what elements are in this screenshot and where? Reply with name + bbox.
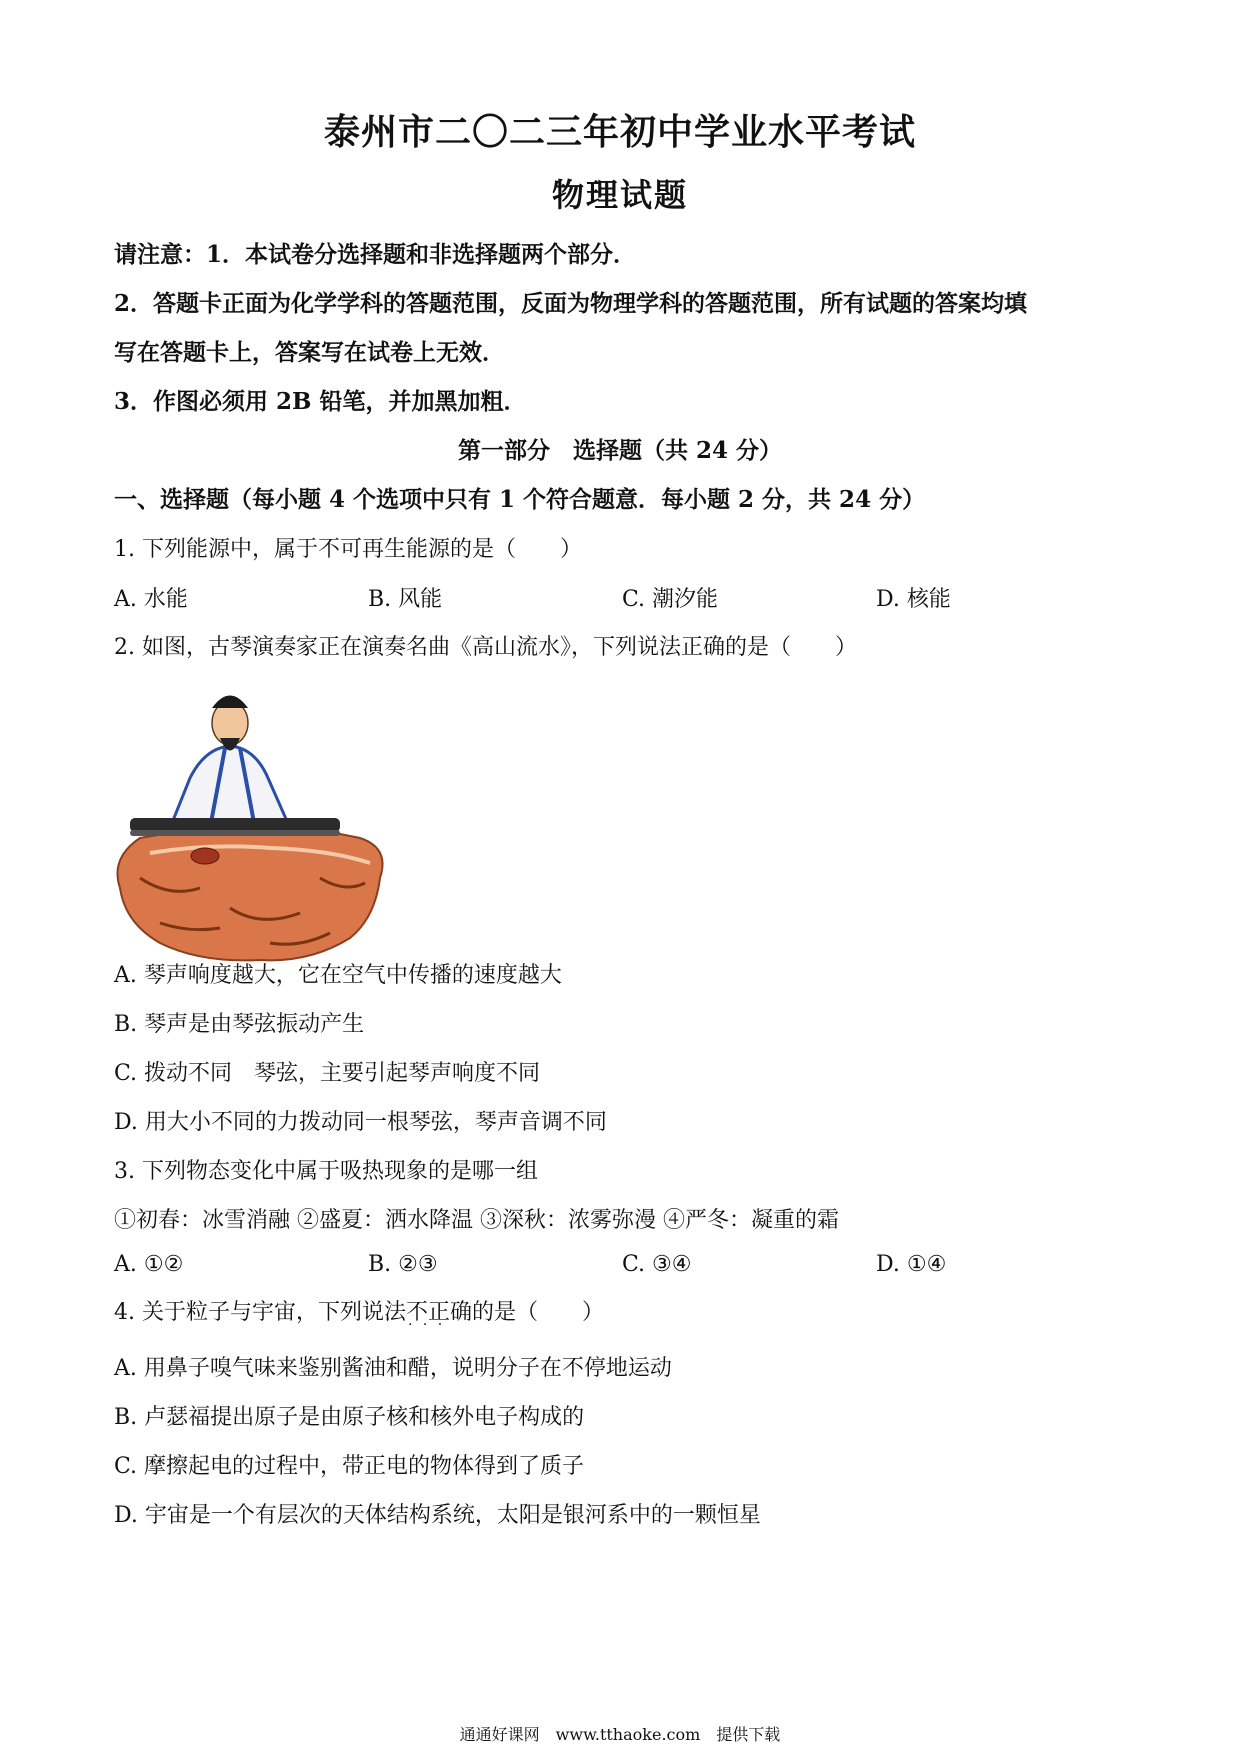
question-3-stem: 3. 下列物态变化中属于吸热现象的是哪一组 <box>114 1159 538 1184</box>
q4-option-b: B. 卢瑟福提出原子是由原子核和核外电子构成的 <box>114 1405 585 1430</box>
question-1-stem: 1. 下列能源中，属于不可再生能源的是（ ） <box>114 537 582 562</box>
q4-option-a: A. 用鼻子嗅气味来鉴别酱油和醋，说明分子在不停地运动 <box>114 1356 672 1381</box>
part1-heading: 第一部分 选择题（共 24 分） <box>457 437 783 464</box>
q4-stem-emphasis: 不正确 · · · <box>406 1295 472 1326</box>
page-footer: 通通好课网 www.tthaoke.com 提供下载 <box>459 1725 781 1744</box>
note-2: 2．答题卡正面为化学学科的答题范围，反面为物理学科的答题范围，所有试题的答案均填 <box>114 290 1028 317</box>
q1-option-a: A. 水能 <box>114 587 188 612</box>
exam-subtitle: 物理试题 <box>551 176 688 214</box>
q3-option-d: D. ①④ <box>876 1252 947 1277</box>
note-1: 请注意：1．本试卷分选择题和非选择题两个部分． <box>114 241 637 268</box>
note-3: 3．作图必须用 2B 铅笔，并加黑加粗． <box>114 388 527 415</box>
question-3-phenomena: ①初春：冰雪消融 ②盛夏：洒水降温 ③深秋：浓雾弥漫 ④严冬：凝重的霜 <box>114 1208 839 1233</box>
q4-stem-after: 的是（ ） <box>472 1300 605 1325</box>
q1-option-b: B. 风能 <box>368 587 443 612</box>
q3-option-c: C. ③④ <box>622 1252 692 1277</box>
q2-option-b: B. 琴声是由琴弦振动产生 <box>114 1012 365 1037</box>
q3-option-b: B. ②③ <box>368 1252 438 1277</box>
q2-option-c: C. 拨动不同 琴弦，主要引起琴声响度不同 <box>114 1061 541 1086</box>
q1-option-c: C. 潮汐能 <box>622 587 719 612</box>
exam-title: 泰州市二〇二三年初中学业水平考试 <box>323 111 916 153</box>
q2-option-a: A. 琴声响度越大，它在空气中传播的速度越大 <box>114 963 562 988</box>
q4-option-c: C. 摩擦起电的过程中，带正电的物体得到了质子 <box>114 1454 585 1479</box>
question-4-stem <box>114 1295 1144 1326</box>
section1-heading: 一、选择题（每小题 4 个选项中只有 1 个符合题意．每小题 2 分，共 24 分） <box>114 486 926 513</box>
q4-stem-before: 4. 关于粒子与宇宙，下列说法 <box>114 1300 406 1325</box>
q3-option-a: A. ①② <box>114 1252 184 1277</box>
question-2-stem: 2. 如图，古琴演奏家正在演奏名曲《高山流水》，下列说法正确的是（ ） <box>114 635 857 660</box>
note-2-cont: 写在答题卡上，答案写在试卷上无效． <box>114 339 505 366</box>
q2-option-d: D. 用大小不同的力拨动同一根琴弦，琴声音调不同 <box>114 1110 607 1135</box>
q4-option-d: D. 宇宙是一个有层次的天体结构系统，太阳是银河系中的一颗恒星 <box>114 1503 761 1528</box>
q1-option-d: D. 核能 <box>876 587 951 612</box>
guqin-player-illustration <box>110 678 392 968</box>
